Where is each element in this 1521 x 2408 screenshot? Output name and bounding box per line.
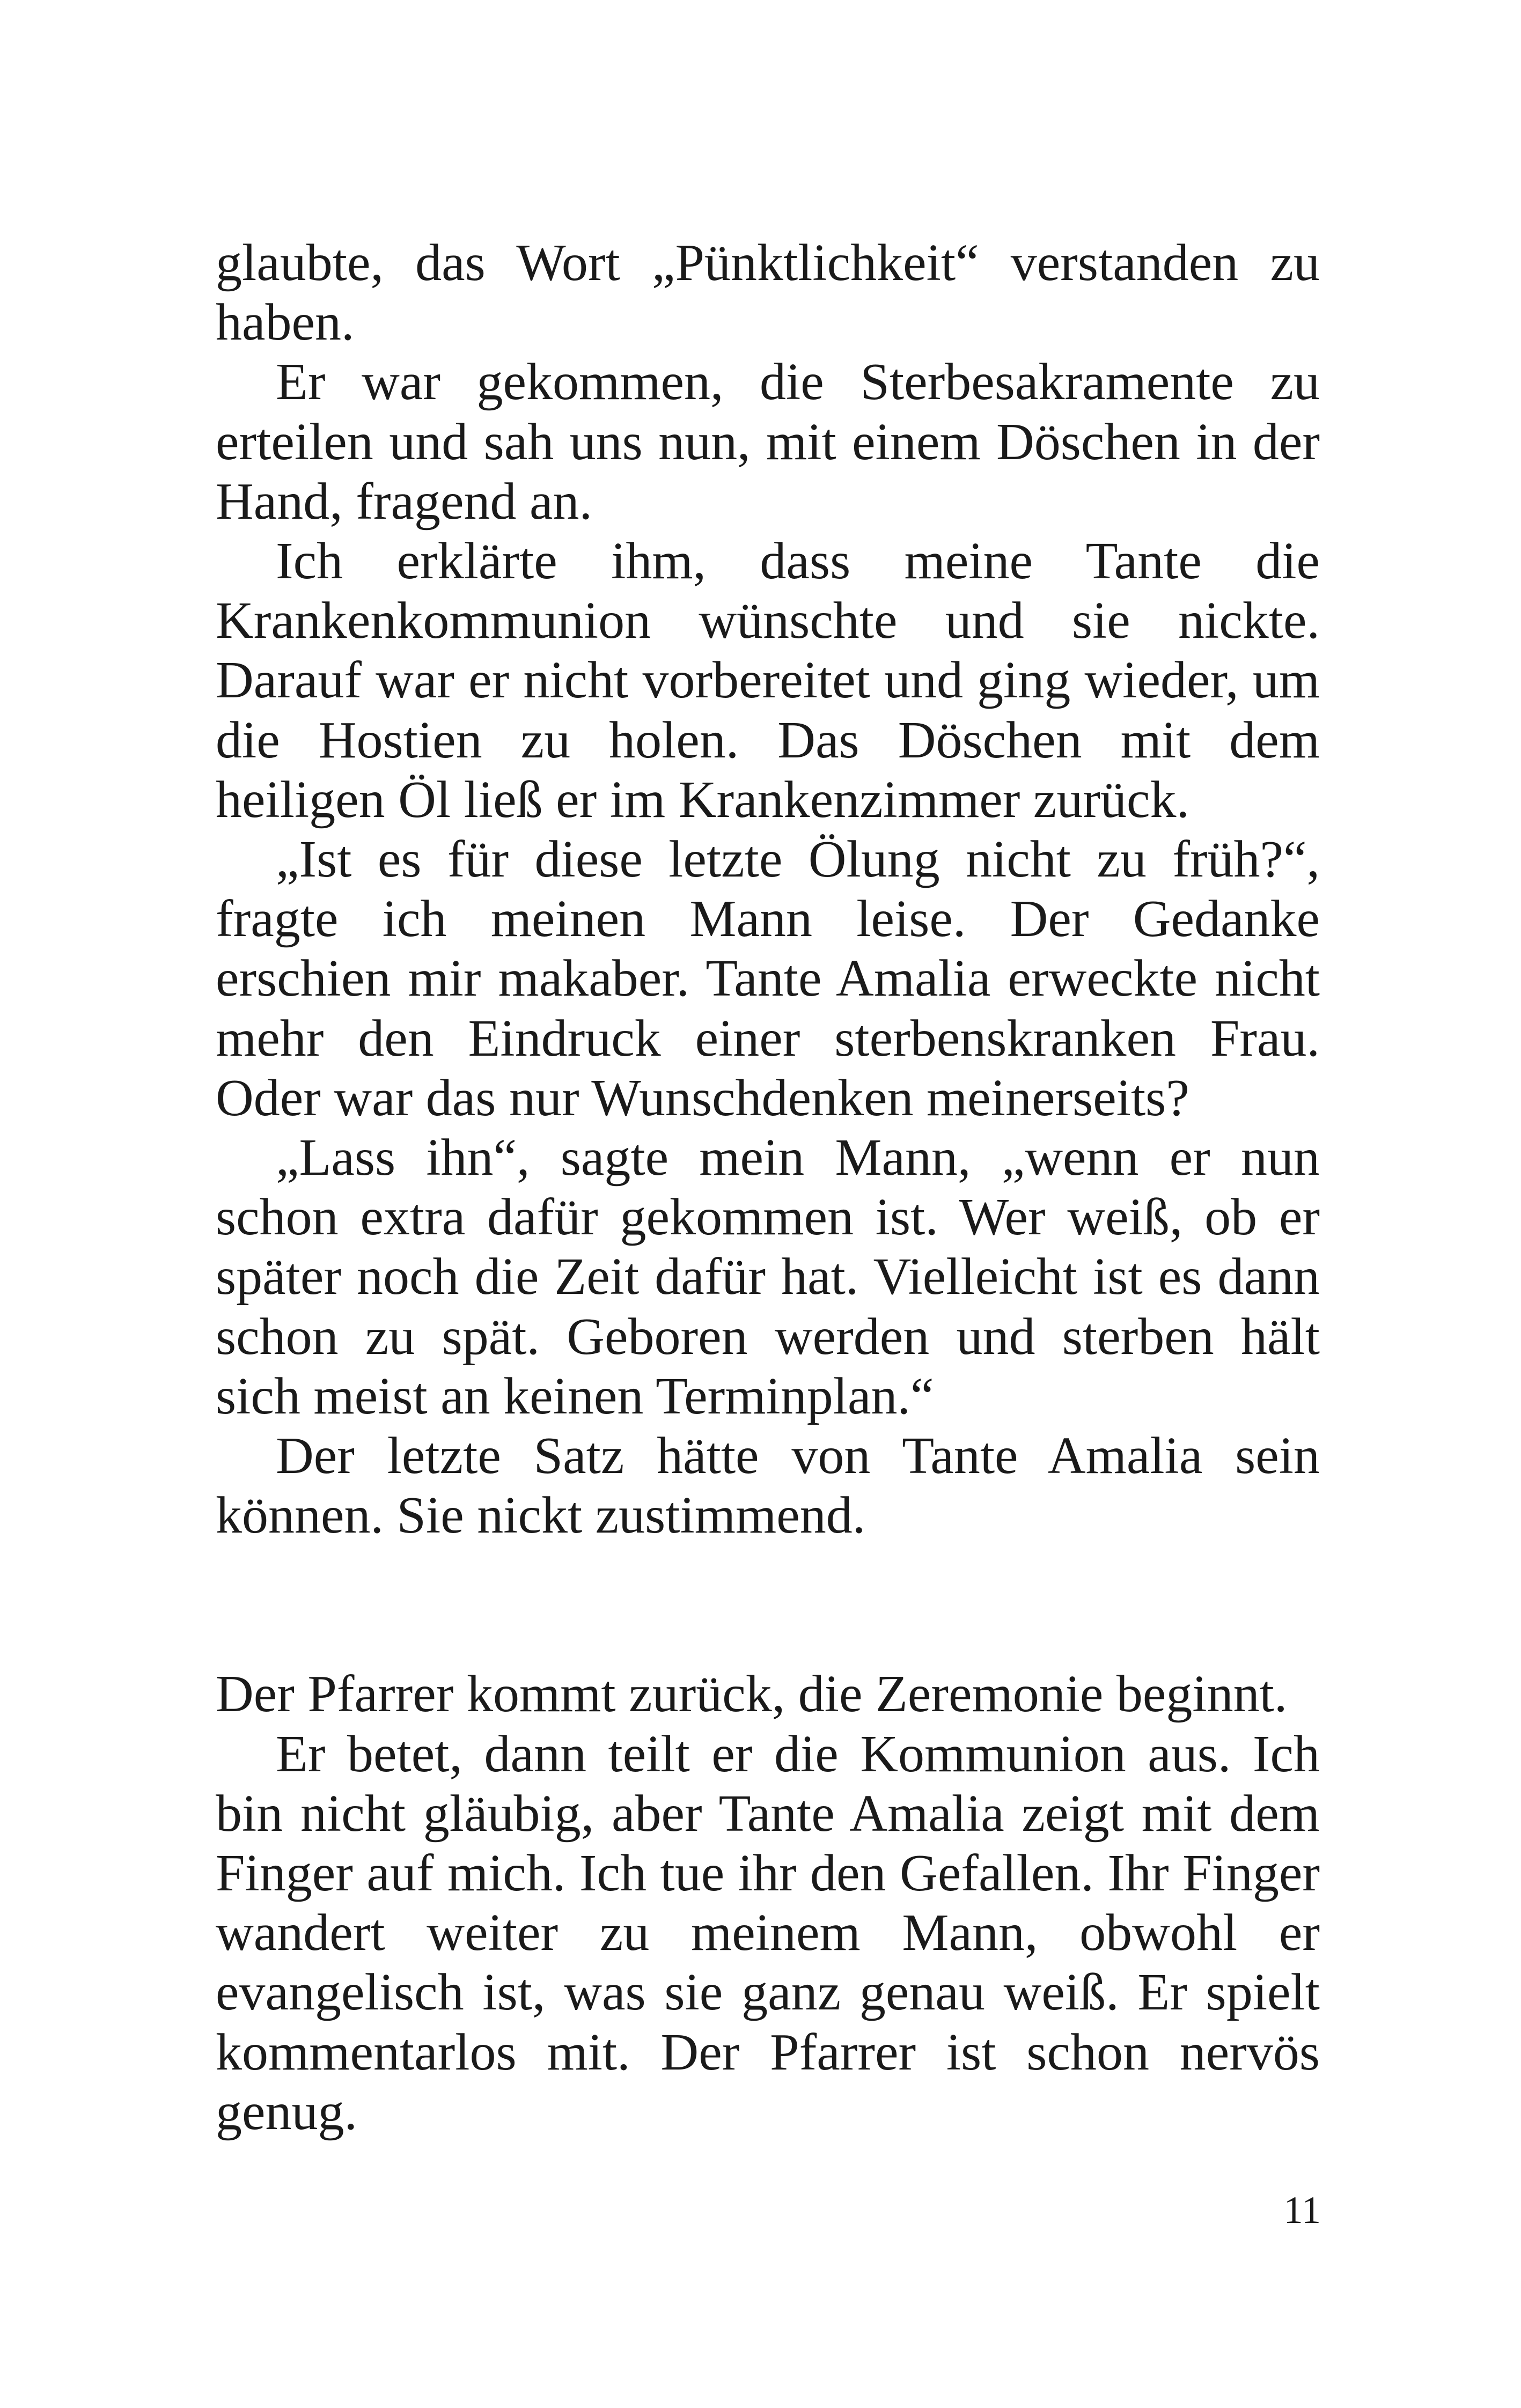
paragraph: „Lass ihn“, sagte mein Mann, „wenn er nun schon extra dafür gekommen ist. Wer weiß, ob er später noch die Zeit dafür hat. Vielleicht ist es dann schon zu spät. Geboren werden und sterben hält sich meist an keinen Terminplan.“	[216, 1129, 1320, 1425]
section-break	[216, 1545, 1320, 1665]
paragraph-section-start: Der Pfarrer kommt zurück, die Zeremonie beginnt.	[216, 1665, 1288, 1724]
paragraph: Der letzte Satz hätte von Tante Amalia sein können. Sie nickt zustimmend.	[216, 1427, 1320, 1545]
paragraph: Er war gekommen, die Sterbesakramente zu erteilen und sah uns nun, mit einem Döschen in der Hand, fragend an.	[216, 353, 1320, 531]
paragraph-continuation: glaubte, das Wort „Pünktlichkeit“ verstanden zu haben.	[216, 234, 1320, 352]
paragraph: Er betet, dann teilt er die Kommunion aus. Ich bin nicht gläubig, aber Tante Amalia zeigt mit dem Finger auf mich. Ich tue ihr den Gefallen. Ihr Finger wandert weiter zu meinem Mann, obwohl er evangelisch ist, was sie ganz genau weiß. Er spielt kommentarlos mit. Der Pfarrer ist schon nervös genug.	[216, 1725, 1320, 2141]
paragraph: „Ist es für diese letzte Ölung nicht zu früh?“, fragte ich meinen Mann leise. Der Gedanke erschien mir makaber. Tante Amalia erweckte nicht mehr den Eindruck einer sterbenskranken Frau. Oder war das nur Wunschdenken meinerseits?	[216, 830, 1320, 1127]
body-text	[216, 233, 1320, 2142]
paragraph: Ich erklärte ihm, dass meine Tante die Krankenkommunion wünschte und sie nickte. Darauf war er nicht vorbereitet und ging wieder, um die Hostien zu holen. Das Döschen mit dem heiligen Öl ließ er im Krankenzimmer zurück.	[216, 532, 1320, 829]
page-number: 11	[1283, 2189, 1321, 2232]
